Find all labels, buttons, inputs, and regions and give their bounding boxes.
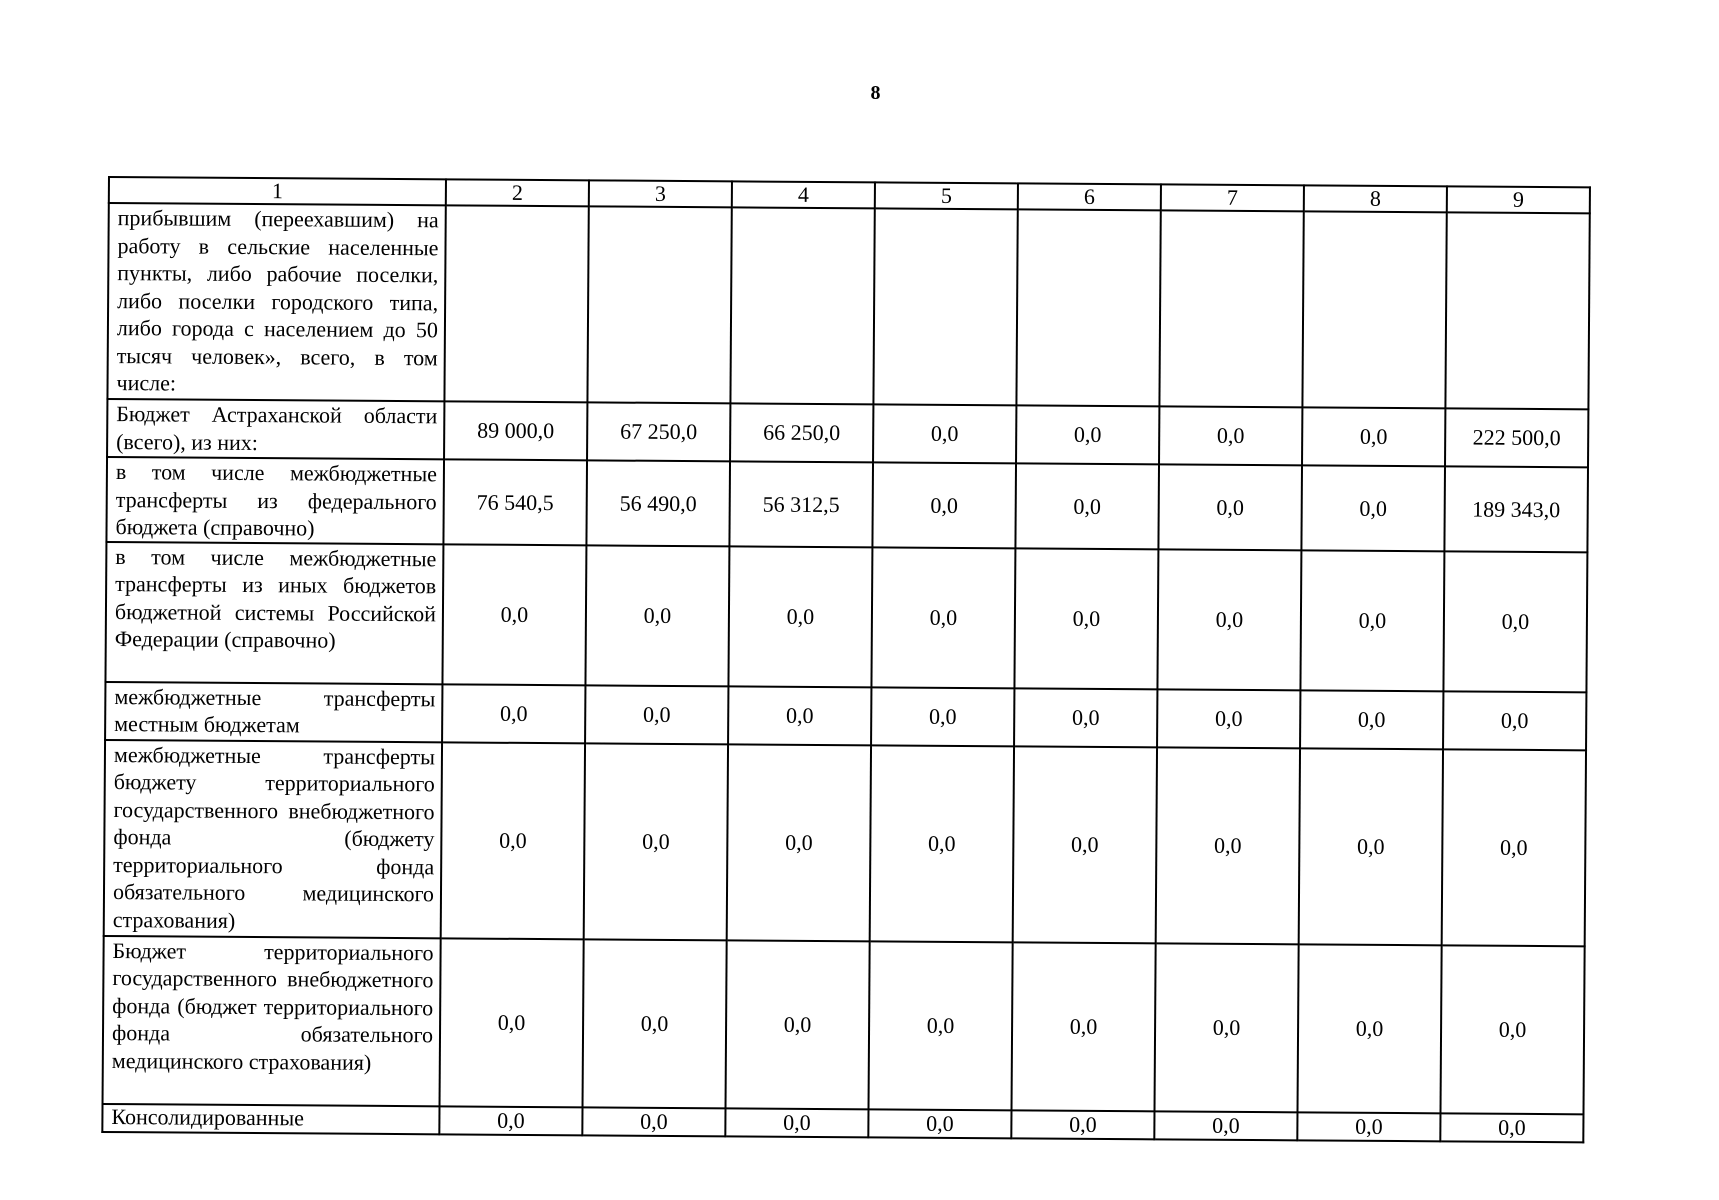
table-cell: 0,0 <box>441 742 585 939</box>
table-cell <box>1302 211 1446 408</box>
table-cell: 0,0 <box>1156 747 1300 944</box>
table-cell <box>444 205 588 402</box>
table-cell: 0,0 <box>1012 942 1156 1111</box>
table-cell: 0,0 <box>585 685 728 744</box>
table-cell: 222 500,0 <box>1445 408 1588 467</box>
table-cell: 0,0 <box>1297 944 1441 1113</box>
table-cell: 0,0 <box>584 743 728 940</box>
column-header: 9 <box>1447 186 1590 213</box>
table-cell <box>730 207 874 404</box>
table-cell: 0,0 <box>868 1109 1011 1138</box>
table-cell: 0,0 <box>1011 1110 1154 1139</box>
table-cell: 0,0 <box>1301 465 1445 550</box>
row-label: Бюджет Астраханской области (всего), из них: <box>107 399 444 459</box>
table-cell <box>1445 212 1589 409</box>
table-cell: 0,0 <box>440 938 584 1107</box>
column-header: 4 <box>732 181 875 208</box>
table-cell: 0,0 <box>1158 464 1302 549</box>
table-cell <box>1159 210 1303 407</box>
table-cell: 0,0 <box>582 1107 725 1136</box>
budget-table <box>101 176 1591 1143</box>
table-cell: 0,0 <box>439 1106 582 1135</box>
table-cell: 0,0 <box>1302 407 1445 466</box>
table-cell: 0,0 <box>725 1108 868 1137</box>
row-label: прибывшим (переехавшим) на работу в сельские населенные пункты, либо рабочие поселки, либо поселки городского типа, либо города с населением до 50 тысяч человек», всего, в том числе: <box>107 203 445 401</box>
table-cell: 0,0 <box>871 687 1014 746</box>
column-header: 8 <box>1304 185 1447 212</box>
column-header: 6 <box>1018 183 1161 210</box>
row-label: межбюджетные трансферты местным бюджетам <box>105 681 442 741</box>
table-cell: 0,0 <box>726 940 870 1109</box>
table-cell: 0,0 <box>728 686 871 745</box>
row-label: Бюджет территориального государственного внебюджетного фонда (бюджет территориального фонда обязательного медицинского страхования) <box>103 935 441 1105</box>
table-cell: 0,0 <box>871 547 1015 688</box>
table-row <box>103 935 1585 1113</box>
table-cell: 0,0 <box>1442 749 1586 946</box>
column-header: 5 <box>875 182 1018 209</box>
row-label: Консолидированные <box>102 1103 439 1133</box>
row-label: межбюджетные трансферты бюджету территориального государственного внебюджетного фонда (бюджету территориального фонда обязательного медицинского страхования) <box>104 739 442 937</box>
table-cell: 0,0 <box>1159 406 1302 465</box>
table-cell: 0,0 <box>1299 748 1443 945</box>
table-cell: 0,0 <box>873 404 1016 463</box>
table-cell: 0,0 <box>1440 1113 1583 1142</box>
table-row <box>105 681 1586 749</box>
table-row <box>105 541 1587 691</box>
table-row <box>107 399 1588 467</box>
table-cell: 0,0 <box>583 939 727 1108</box>
table-cell: 0,0 <box>1154 943 1298 1112</box>
table-cell: 0,0 <box>1157 689 1300 748</box>
table-cell: 76 540,5 <box>443 459 587 544</box>
table-cell: 67 250,0 <box>587 402 730 461</box>
table-cell: 0,0 <box>728 546 872 687</box>
table-cell: 0,0 <box>442 544 586 685</box>
table-cell: 0,0 <box>1300 550 1444 691</box>
table-row <box>107 203 1589 409</box>
table-cell: 0,0 <box>1440 945 1584 1114</box>
table-cell: 0,0 <box>1443 551 1587 692</box>
table-cell: 66 250,0 <box>730 403 873 462</box>
table-cell: 56 490,0 <box>586 460 730 545</box>
column-header: 3 <box>589 180 732 207</box>
table-cell: 0,0 <box>872 462 1016 547</box>
table-cell: 0,0 <box>1154 1111 1297 1140</box>
table-cell: 0,0 <box>869 941 1013 1110</box>
table-cell <box>1016 209 1160 406</box>
table-cell: 0,0 <box>1016 405 1159 464</box>
row-label: в том числе межбюджетные трансферты из иных бюджетов бюджетной системы Российской Федерации (справочно) <box>105 541 443 683</box>
table-cell: 0,0 <box>1013 746 1157 943</box>
table-cell: 0,0 <box>1014 688 1157 747</box>
table-cell: 0,0 <box>1300 690 1443 749</box>
table-row <box>104 739 1586 945</box>
table-cell: 189 343,0 <box>1444 466 1588 551</box>
table-cell <box>587 206 731 403</box>
table-cell: 0,0 <box>870 745 1014 942</box>
table-cell: 56 312,5 <box>729 461 873 546</box>
table-cell: 0,0 <box>1297 1112 1440 1141</box>
table-cell: 0,0 <box>1443 691 1586 750</box>
table-cell: 0,0 <box>727 744 871 941</box>
page-number: 8 <box>870 82 881 104</box>
table-cell: 0,0 <box>1157 549 1301 690</box>
column-header: 7 <box>1161 184 1304 211</box>
table-cell: 0,0 <box>442 684 585 743</box>
table-cell: 0,0 <box>1015 463 1159 548</box>
row-label: в том числе межбюджетные трансферты из федерального бюджета (справочно) <box>106 457 444 544</box>
column-header: 1 <box>109 177 446 205</box>
table-cell: 0,0 <box>1014 548 1158 689</box>
table-cell <box>873 208 1017 405</box>
table-cell: 89 000,0 <box>444 401 587 460</box>
table-cell: 0,0 <box>585 545 729 686</box>
table-row <box>106 457 1588 552</box>
column-header: 2 <box>446 179 589 206</box>
